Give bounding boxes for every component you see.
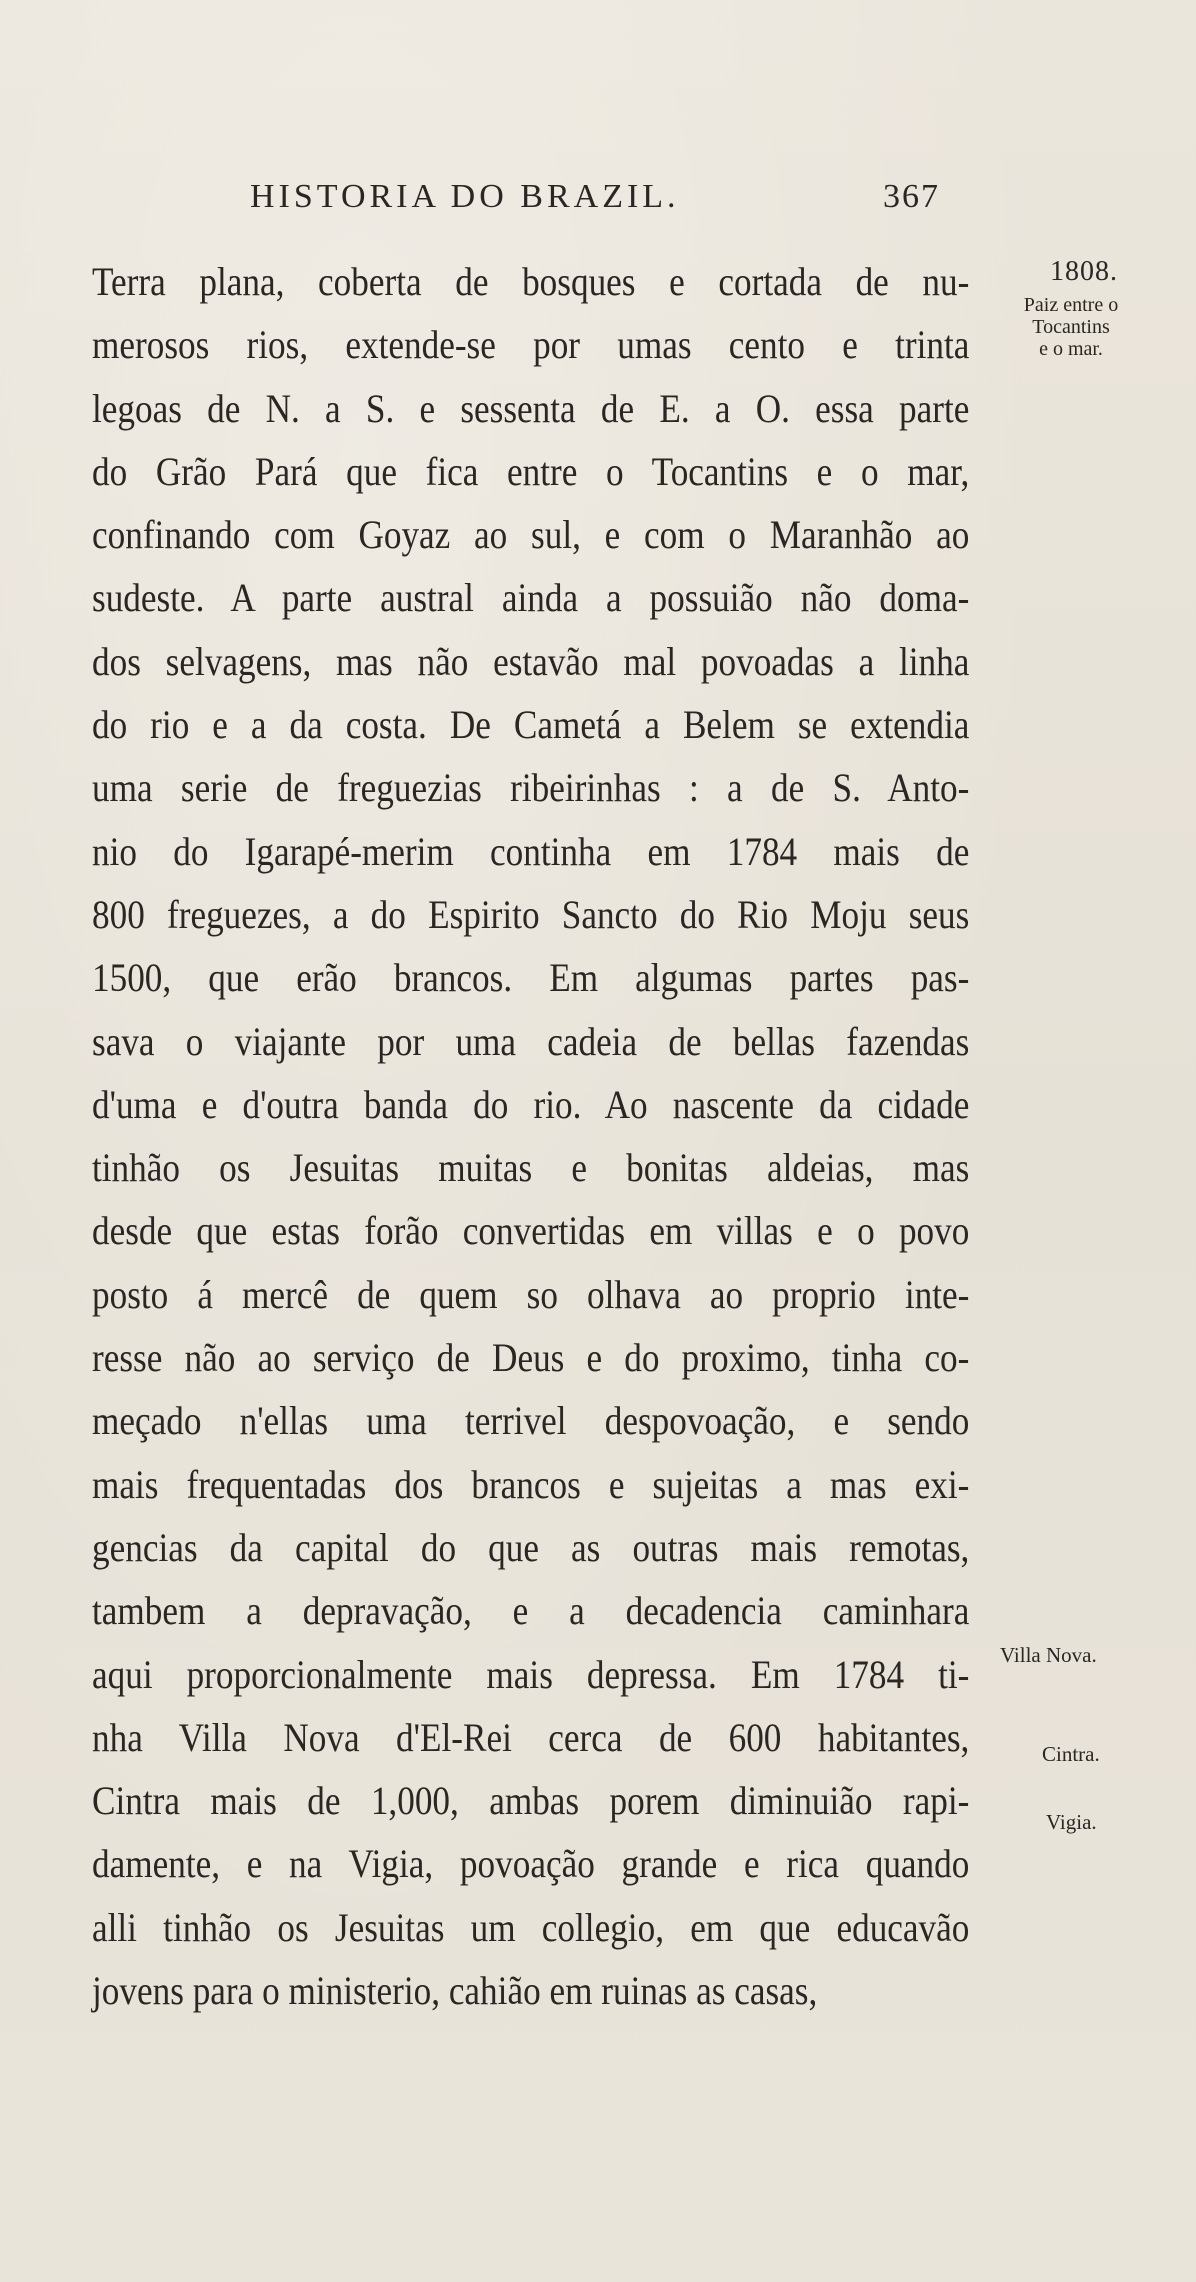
text-line: nha Villa Nova d'El-Rei cerca de 600 habitantes, xyxy=(92,1714,970,1760)
text-line: Cintra mais de 1,000, ambas porem diminuião rapi- xyxy=(92,1778,970,1824)
text-line: sava o viajante por uma cadeia de bellas fazendas xyxy=(92,1018,970,1064)
text-line: 1500, que erão brancos. Em algumas partes pas- xyxy=(92,955,970,1001)
text-line: dos selvagens, mas não estavão mal povoadas a linha xyxy=(92,638,970,684)
text-line: d'uma e d'outra banda do rio. Ao nascente da cidade xyxy=(92,1081,970,1127)
text-line: tambem a depravação, e a decadencia caminhara xyxy=(92,1588,970,1634)
text-line: mais frequentadas dos brancos e sujeitas a mas exi- xyxy=(92,1461,970,1507)
text-line: legoas de N. a S. e sessenta de E. a O. essa parte xyxy=(92,385,970,431)
margin-note-cintra: Cintra. xyxy=(1042,1742,1100,1766)
text-line: resse não ao serviço de Deus e do proximo, tinha co- xyxy=(92,1335,970,1381)
text-line: jovens para o ministerio, cahião em ruinas as casas, xyxy=(92,1968,818,2014)
margin-note-paiz xyxy=(986,294,1156,360)
text-line: tinhão os Jesuitas muitas e bonitas aldeias, mas xyxy=(92,1145,970,1191)
text-line: merosos rios, extende-se por umas cento e trinta xyxy=(92,322,970,368)
text-line: Terra plana, coberta de bosques e cortada de nu- xyxy=(92,259,970,304)
text-line: do rio e a da costa. De Cametá a Belem se extendia xyxy=(92,702,970,748)
text-line: nio do Igarapé-merim continha em 1784 mais de xyxy=(92,828,970,874)
text-line: do Grão Pará que fica entre o Tocantins e o mar, xyxy=(92,448,970,494)
margin-note-vigia: Vigia. xyxy=(1046,1810,1097,1834)
margin-note-line: Tocantins xyxy=(1032,316,1110,338)
text-line: uma serie de freguezias ribeirinhas : a de S. Anto- xyxy=(92,765,970,811)
margin-note-villa-nova: Villa Nova. xyxy=(1000,1643,1097,1667)
text-line: aqui proporcionalmente mais depressa. Em 1784 ti- xyxy=(92,1651,970,1697)
page-header xyxy=(250,178,950,226)
text-line: alli tinhão os Jesuitas um collegio, em que educavão xyxy=(92,1904,970,1950)
text-line: damente, e na Vigia, povoação grande e rica quando xyxy=(92,1841,970,1887)
margin-note-line: e o mar. xyxy=(1039,338,1103,360)
text-line: confinando com Goyaz ao sul, e com o Maranhão ao xyxy=(92,512,970,558)
running-title: HISTORIA DO BRAZIL. xyxy=(250,178,680,215)
text-line: 800 freguezes, a do Espirito Sancto do Rio Moju seus xyxy=(92,891,970,937)
text-line: posto á mercê de quem so olhava ao proprio inte- xyxy=(92,1271,970,1317)
text-line: sudeste. A parte austral ainda a possuião não doma- xyxy=(92,575,970,621)
text-line: gencias da capital do que as outras mais remotas, xyxy=(92,1524,970,1570)
body-text xyxy=(92,250,970,2022)
page-number: 367 xyxy=(883,178,940,215)
margin-note-line: Paiz entre o xyxy=(1023,294,1119,316)
margin-year: 1808. xyxy=(1050,256,1118,287)
text-line: desde que estas forão convertidas em villas e o povo xyxy=(92,1208,970,1254)
text-line: meçado n'ellas uma terrivel despovoação, e sendo xyxy=(92,1398,970,1444)
